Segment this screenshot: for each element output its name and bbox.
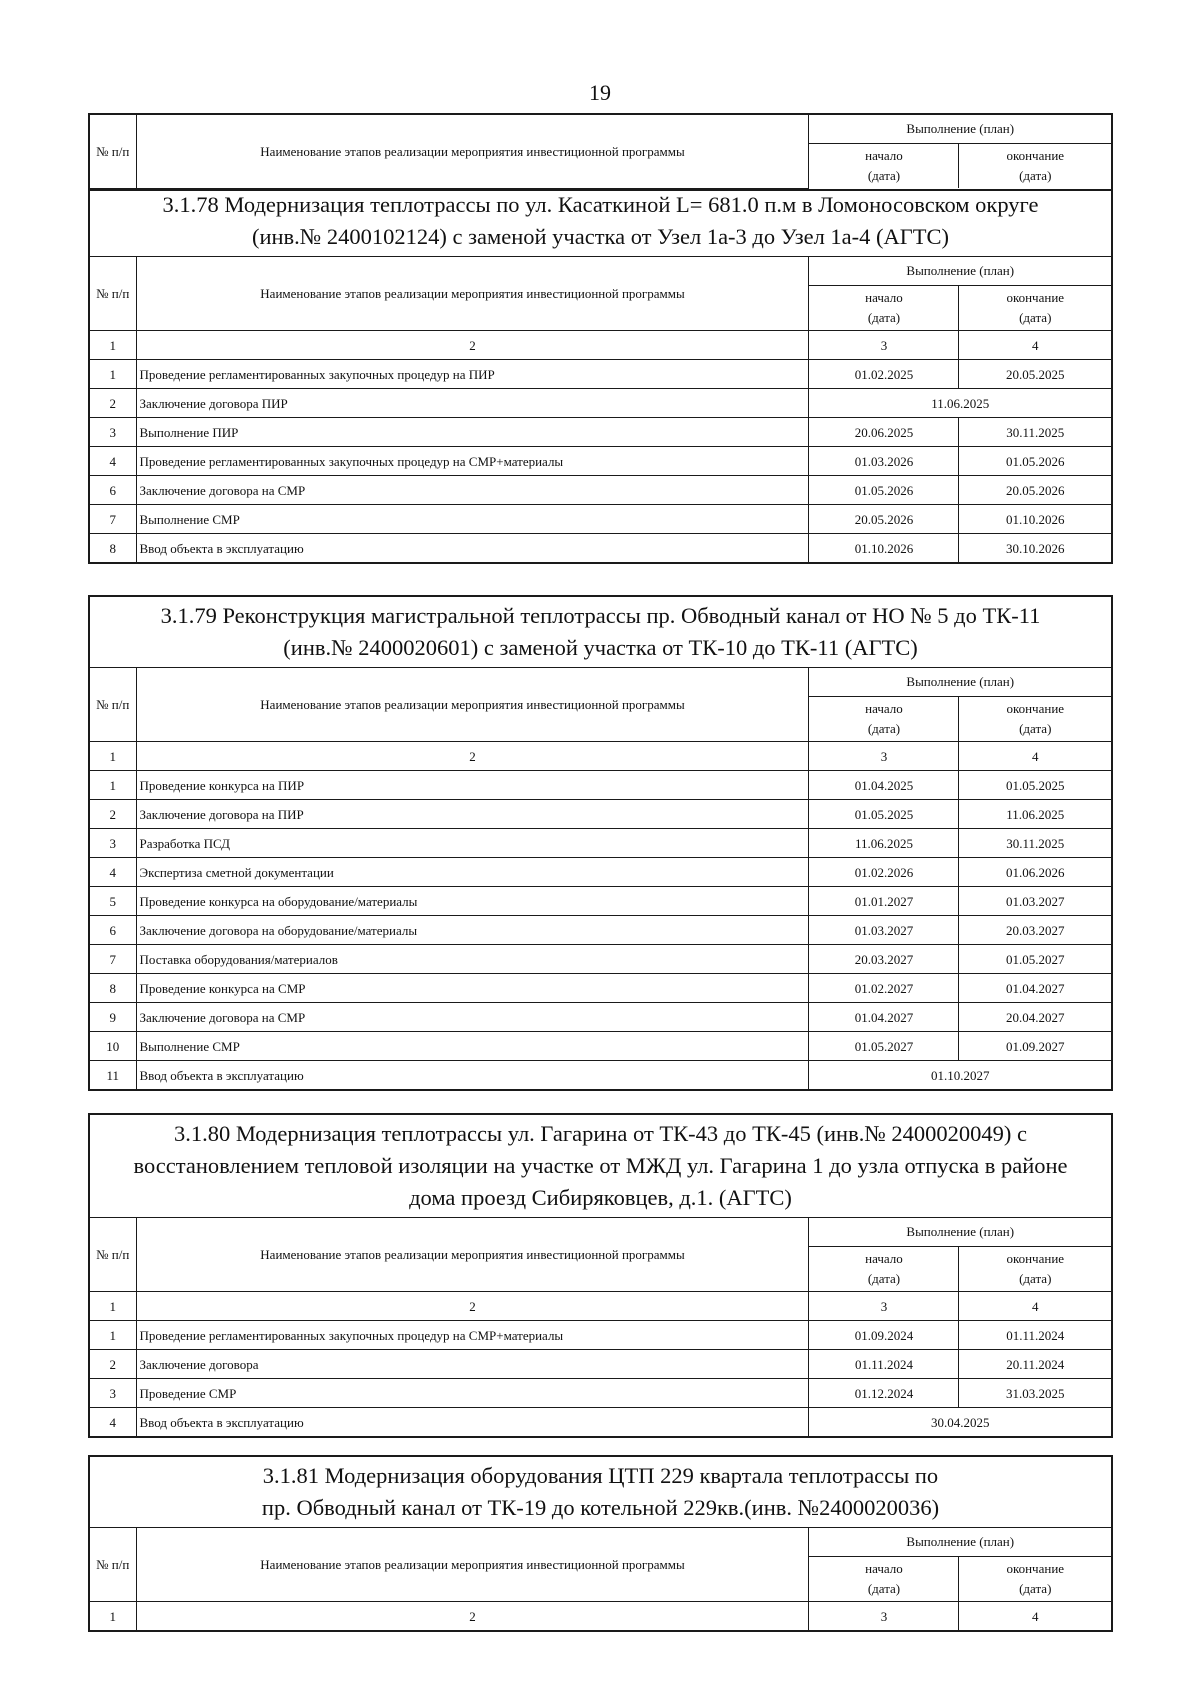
section-block [88,186,1113,564]
column-number-1: 1 [90,1292,136,1321]
stage-name: Поставка оборудования/материалов [136,945,809,974]
stage-name: Ввод объекта в эксплуатацию [136,1061,809,1090]
header-start [809,144,959,189]
table-row [90,476,1111,505]
row-number: 11 [90,1061,136,1090]
header-end-line1: окончание [1006,1251,1065,1266]
section-title-line: (инв.№ 2400020601) с заменой участка от ТК-10 до ТК-11 (АГТС) [283,635,918,660]
stage-name: Выполнение СМР [136,505,809,534]
stage-end-date: 20.11.2024 [959,1350,1111,1379]
table-row [90,829,1111,858]
stage-name: Выполнение СМР [136,1032,809,1061]
stage-end-date: 31.03.2025 [959,1379,1111,1408]
stage-name: Заключение договора на оборудование/материалы [136,916,809,945]
header-end [959,144,1111,189]
column-number-2: 2 [136,331,809,360]
row-number: 10 [90,1032,136,1061]
stage-end-date: 01.04.2027 [959,974,1111,1003]
column-number-1: 1 [90,742,136,771]
table-row [90,1061,1111,1090]
section-block [88,595,1113,1091]
section-title-line: восстановлением тепловой изоляции на участке от МЖД ул. Гагарина 1 до узла отпуска в районе [133,1153,1068,1178]
stage-end-date: 01.10.2026 [959,505,1111,534]
column-number-3: 3 [809,1292,959,1321]
table-row [90,360,1111,389]
stage-start-date: 01.02.2026 [809,858,959,887]
table-row [90,1350,1111,1379]
stage-name: Ввод объекта в эксплуатацию [136,1408,809,1437]
header-end [959,1247,1111,1292]
row-number: 4 [90,1408,136,1437]
header-start-line1: начало [865,148,903,163]
header-execution: Выполнение (план) [809,1528,1111,1557]
row-number: 6 [90,916,136,945]
stage-name: Проведение СМР [136,1379,809,1408]
header-start-line1: начало [865,1251,903,1266]
stage-end-date: 01.05.2027 [959,945,1111,974]
table-row [90,974,1111,1003]
stage-end-date: 30.10.2026 [959,534,1111,563]
header-start-line1: начало [865,290,903,305]
header-start [809,1247,959,1292]
table-row [90,945,1111,974]
stage-name: Разработка ПСД [136,829,809,858]
stage-end-date: 20.04.2027 [959,1003,1111,1032]
stage-name: Проведение регламентированных закупочных процедур на ПИР [136,360,809,389]
column-number-1: 1 [90,331,136,360]
header-name: Наименование этапов реализации мероприятия инвестиционной программы [136,668,809,742]
column-number-4: 4 [959,331,1111,360]
header-num: № п/п [90,1528,136,1602]
stage-start-date: 01.05.2025 [809,800,959,829]
stage-end-date: 01.09.2027 [959,1032,1111,1061]
stage-name: Заключение договора на СМР [136,1003,809,1032]
stage-start-date: 01.09.2024 [809,1321,959,1350]
row-number: 2 [90,800,136,829]
column-number-2: 2 [136,742,809,771]
section-title-line: 3.1.80 Модернизация теплотрассы ул. Гагарина от ТК-43 до ТК-45 (инв.№ 2400020049) с [173,1121,1028,1146]
header-num: № п/п [90,257,136,331]
stage-end-date: 01.03.2027 [959,887,1111,916]
stages-table [90,1218,1111,1436]
row-number: 3 [90,418,136,447]
stage-end-date: 01.11.2024 [959,1321,1111,1350]
header-end-line1: окончание [1006,148,1065,163]
header-start-line1: начало [865,1561,903,1576]
header-end-line1: окончание [1006,1561,1065,1576]
row-number: 9 [90,1003,136,1032]
table-row [90,1408,1111,1437]
stage-start-date: 01.01.2027 [809,887,959,916]
table-row [90,418,1111,447]
header-table [90,115,1111,189]
table-row [90,887,1111,916]
section-title [90,1457,1111,1528]
stage-end-date: 01.06.2026 [959,858,1111,887]
header-start [809,1557,959,1602]
row-number: 3 [90,829,136,858]
header-end-line2: (дата) [1019,310,1052,325]
table-row [90,1379,1111,1408]
section-title-line: 3.1.78 Модернизация теплотрассы по ул. Касаткиной L= 681.0 п.м в Ломоносовском округе [162,192,1039,217]
row-number: 8 [90,534,136,563]
row-number: 2 [90,389,136,418]
header-name: Наименование этапов реализации мероприятия инвестиционной программы [136,115,809,188]
header-end [959,697,1111,742]
table-row [90,534,1111,563]
table-row [90,505,1111,534]
row-number: 1 [90,1321,136,1350]
stages-table [90,1528,1111,1630]
stage-start-date: 01.10.2026 [809,534,959,563]
table-row [90,771,1111,800]
table-row [90,447,1111,476]
section-title-line: дома проезд Сибиряковцев, д.1. (АГТС) [409,1185,792,1210]
header-end [959,1557,1111,1602]
header-start-line2: (дата) [867,310,901,325]
header-start-line2: (дата) [867,1581,901,1596]
header-end-line2: (дата) [1019,721,1052,736]
header-execution: Выполнение (план) [809,257,1111,286]
row-number: 2 [90,1350,136,1379]
column-number-3: 3 [809,1602,959,1631]
column-number-1: 1 [90,1602,136,1631]
table-row [90,800,1111,829]
stage-name: Ввод объекта в эксплуатацию [136,534,809,563]
column-number-3: 3 [809,331,959,360]
section-title-line: (инв.№ 2400102124) с заменой участка от Узел 1а-3 до Узел 1а-4 (АГТС) [251,224,950,249]
header-execution: Выполнение (план) [809,1218,1111,1247]
stage-name: Экспертиза сметной документации [136,858,809,887]
section-block [88,1455,1113,1632]
stage-start-date: 20.05.2026 [809,505,959,534]
header-end-line1: окончание [1006,290,1065,305]
header-end-line2: (дата) [1019,1581,1052,1596]
section-title-line: 3.1.79 Реконструкция магистральной теплотрассы пр. Обводный канал от НО № 5 до ТК-11 [160,603,1041,628]
table-row [90,1032,1111,1061]
row-number: 3 [90,1379,136,1408]
row-number: 6 [90,476,136,505]
stage-start-date: 01.04.2025 [809,771,959,800]
row-number: 7 [90,945,136,974]
column-number-2: 2 [136,1292,809,1321]
row-number: 1 [90,360,136,389]
header-name: Наименование этапов реализации мероприятия инвестиционной программы [136,257,809,331]
header-start [809,697,959,742]
stages-table [90,257,1111,562]
row-number: 4 [90,858,136,887]
header-num: № п/п [90,668,136,742]
stage-start-date: 01.02.2025 [809,360,959,389]
stage-end-date: 01.05.2025 [959,771,1111,800]
column-number-2: 2 [136,1602,809,1631]
stage-name: Проведение конкурса на СМР [136,974,809,1003]
column-number-4: 4 [959,1292,1111,1321]
header-start-line2: (дата) [867,168,901,183]
column-number-3: 3 [809,742,959,771]
section-block [88,1113,1113,1438]
row-number: 8 [90,974,136,1003]
stage-end-date: 20.03.2027 [959,916,1111,945]
header-end-line2: (дата) [1019,168,1052,183]
stage-date: 11.06.2025 [809,389,1111,418]
section-title [90,186,1111,257]
table-row [90,916,1111,945]
header-end [959,286,1111,331]
stage-start-date: 01.05.2026 [809,476,959,505]
stage-start-date: 01.03.2026 [809,447,959,476]
section-title [90,597,1111,668]
stage-start-date: 20.06.2025 [809,418,959,447]
section-title-line: 3.1.81 Модернизация оборудования ЦТП 229 квартала теплотрассы по [262,1463,939,1488]
table-row [90,389,1111,418]
section-title-line: пр. Обводный канал от ТК-19 до котельной 229кв.(инв. №2400020036) [261,1495,940,1520]
stage-end-date: 30.11.2025 [959,829,1111,858]
header-start-line2: (дата) [867,721,901,736]
column-number-4: 4 [959,1602,1111,1631]
stage-name: Заключение договора на ПИР [136,800,809,829]
header-start [809,286,959,331]
section-title [90,1115,1111,1218]
header-num: № п/п [90,115,136,188]
stage-name: Проведение конкурса на оборудование/материалы [136,887,809,916]
header-end-line1: окончание [1006,701,1065,716]
stage-end-date: 20.05.2026 [959,476,1111,505]
row-number: 7 [90,505,136,534]
header-end-line2: (дата) [1019,1271,1052,1286]
stage-start-date: 01.11.2024 [809,1350,959,1379]
stage-name: Выполнение ПИР [136,418,809,447]
header-execution: Выполнение (план) [809,668,1111,697]
stage-end-date: 01.05.2026 [959,447,1111,476]
row-number: 4 [90,447,136,476]
header-name: Наименование этапов реализации мероприятия инвестиционной программы [136,1528,809,1602]
table-row [90,1003,1111,1032]
stage-name: Заключение договора [136,1350,809,1379]
stage-name: Проведение регламентированных закупочных процедур на СМР+материалы [136,1321,809,1350]
stage-start-date: 01.12.2024 [809,1379,959,1408]
header-execution: Выполнение (план) [809,115,1111,144]
stage-start-date: 01.02.2027 [809,974,959,1003]
stage-start-date: 20.03.2027 [809,945,959,974]
page-number: 19 [589,80,611,105]
table-row [90,1321,1111,1350]
stage-end-date: 20.05.2025 [959,360,1111,389]
stage-name: Заключение договора на СМР [136,476,809,505]
stage-date: 01.10.2027 [809,1061,1111,1090]
stages-table [90,668,1111,1089]
stage-start-date: 01.03.2027 [809,916,959,945]
table-row [90,858,1111,887]
header-table-top [88,113,1113,191]
stage-end-date: 11.06.2025 [959,800,1111,829]
column-number-4: 4 [959,742,1111,771]
stage-date: 30.04.2025 [809,1408,1111,1437]
header-num: № п/п [90,1218,136,1292]
header-start-line2: (дата) [867,1271,901,1286]
stage-name: Заключение договора ПИР [136,389,809,418]
stage-start-date: 11.06.2025 [809,829,959,858]
stage-start-date: 01.04.2027 [809,1003,959,1032]
stage-name: Проведение регламентированных закупочных процедур на СМР+материалы [136,447,809,476]
stage-name: Проведение конкурса на ПИР [136,771,809,800]
stage-start-date: 01.05.2027 [809,1032,959,1061]
stage-end-date: 30.11.2025 [959,418,1111,447]
row-number: 5 [90,887,136,916]
header-start-line1: начало [865,701,903,716]
row-number: 1 [90,771,136,800]
header-name: Наименование этапов реализации мероприятия инвестиционной программы [136,1218,809,1292]
